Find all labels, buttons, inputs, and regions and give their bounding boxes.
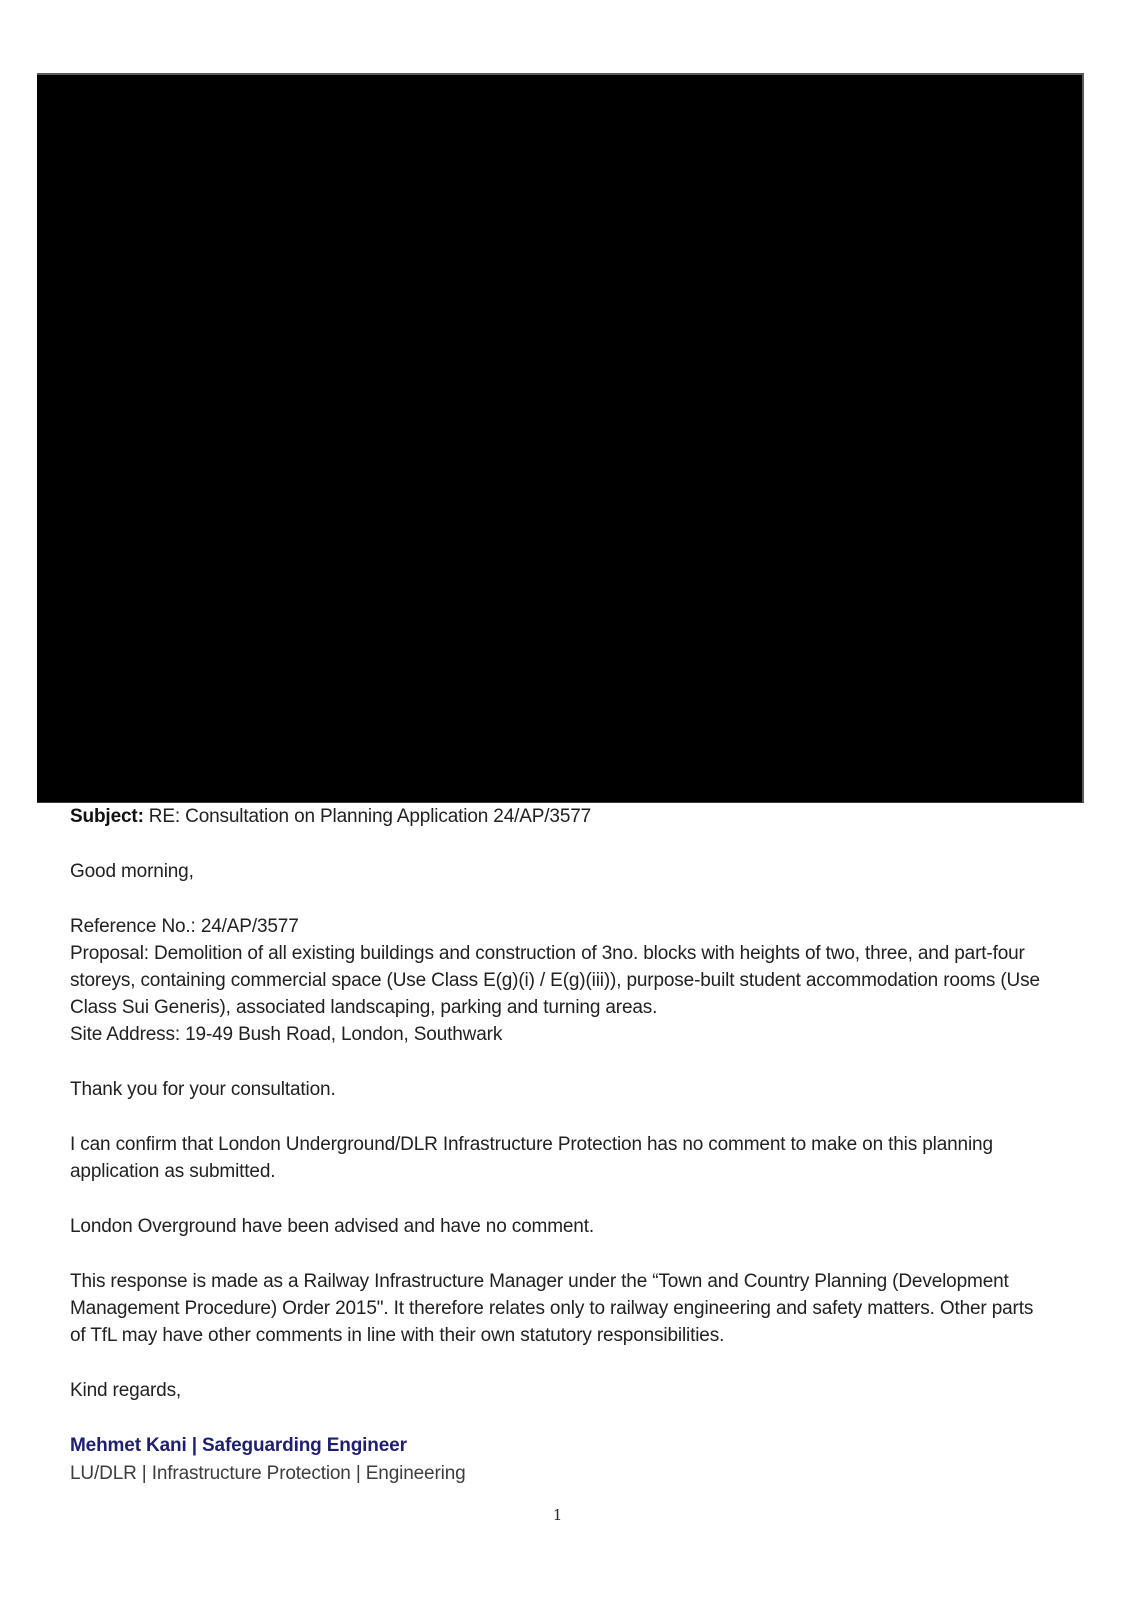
- application-details-block: [70, 913, 1045, 1048]
- page-number: 1: [552, 1506, 563, 1524]
- response-statement: This response is made as a Railway Infrastructure Manager under the “Town and Country Planning (Development Management Procedure) Order 2015". It therefore relates only to railway engineering and safety matters. Other parts of TfL may have other comments in line with their own statutory responsibilities.: [70, 1271, 1034, 1346]
- redacted-region: [37, 73, 1084, 803]
- email-body: [70, 803, 1045, 1487]
- reference-line: Reference No.: 24/AP/3577: [70, 916, 299, 937]
- proposal-line: Proposal: Demolition of all existing buildings and construction of 3no. blocks with heights of two, three, and part-four storeys, containing commercial space (Use Class E(g)(i) / E(g)(iii)), purpose-built student accommodation rooms (Use Class Sui Generis), associated landscaping, parking and turning areas.: [70, 943, 1040, 1018]
- sign-off: Kind regards,: [70, 1380, 182, 1401]
- subject-value: RE: Consultation on Planning Application 24/AP/3577: [148, 806, 592, 827]
- thanks-line: Thank you for your consultation.: [70, 1079, 336, 1100]
- site-address-line: Site Address: 19-49 Bush Road, London, Southwark: [70, 1024, 503, 1045]
- signature-name: Mehmet Kani | Safeguarding Engineer: [70, 1435, 407, 1456]
- signature-department: LU/DLR | Infrastructure Protection | Engineering: [70, 1463, 466, 1484]
- subject-line: [70, 803, 1045, 830]
- signature-block: [70, 1432, 1045, 1487]
- subject-label: Subject:: [70, 806, 144, 827]
- greeting: Good morning,: [70, 861, 194, 882]
- confirmation-line: I can confirm that London Underground/DLR Infrastructure Protection has no comment to make on this planning application as submitted.: [70, 1134, 993, 1182]
- overground-line: London Overground have been advised and have no comment.: [70, 1216, 594, 1237]
